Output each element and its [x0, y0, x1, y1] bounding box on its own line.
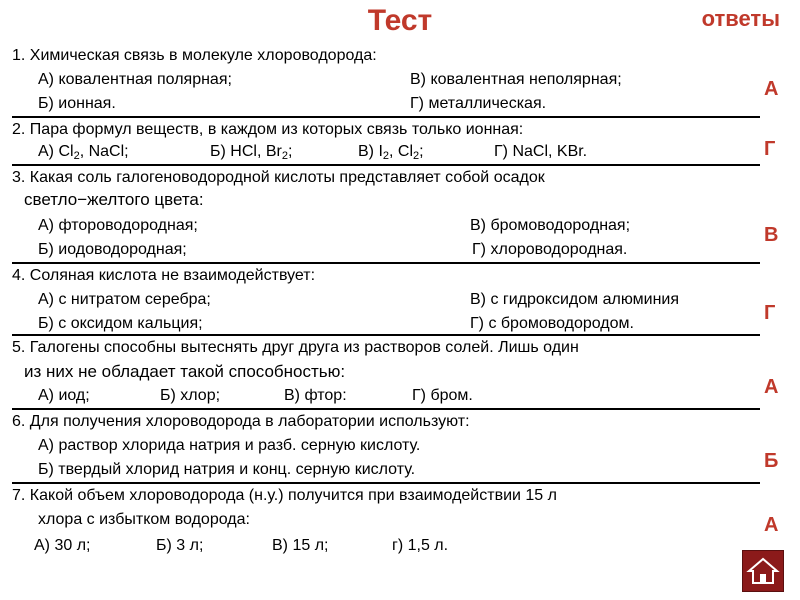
q2-option-g: Г) NaCl, KBr. [494, 143, 588, 160]
q2-option-a: А) $Cl_2$, NaCl; [38, 143, 129, 162]
q1-option-g: Г) металлическая. [410, 95, 547, 112]
question-4-text: 4. Соляная кислота не взаимодействует: [12, 267, 316, 284]
question-2-text: 2. Пара формул веществ, в каждом из которых связь только ионная: [12, 121, 524, 138]
question-7-text: 7. Какой объем хлороводорода (н.у.) получится при взаимодействии 15 л [12, 487, 557, 504]
question-5-text: 5. Галогены способны вытеснять друг друга из растворов солей. Лишь один [12, 339, 579, 356]
q5-option-b: Б) хлор; [160, 387, 221, 404]
q3-option-a: А) фтороводородная; [38, 217, 198, 234]
q3-option-v: В) бромоводородная; [470, 217, 631, 234]
q5-option-a: А) иод; [38, 387, 90, 404]
q7-option-b: Б) 3 л; [156, 537, 204, 554]
q5-option-g: Г) бром. [412, 387, 473, 404]
q1-option-b: Б) ионная. [38, 95, 116, 112]
q5-option-v: В) фтор: [284, 387, 347, 404]
home-button[interactable] [742, 550, 784, 592]
q2-answer: Г [764, 138, 776, 160]
divider [12, 408, 760, 410]
divider [12, 262, 760, 264]
q5-answer: А [764, 376, 779, 398]
home-icon [743, 551, 783, 591]
page-title: Тест [367, 4, 433, 37]
q1-answer: А [764, 78, 779, 100]
q6-answer: Б [764, 450, 779, 472]
q4-option-v: В) с гидроксидом алюминия [470, 291, 680, 308]
q7-answer: А [764, 514, 779, 536]
q4-option-g: Г) с бромоводородом. [470, 315, 634, 332]
q1-option-a: А) ковалентная полярная; [38, 71, 232, 88]
question-5-text-cont: из них не обладает такой способностью: [24, 362, 346, 381]
q4-option-b: Б) с оксидом кальция; [38, 315, 203, 332]
divider [12, 482, 760, 484]
q4-answer: Г [764, 302, 776, 324]
q4-option-a: А) с нитратом серебра; [38, 291, 211, 308]
q6-option-b: Б) твердый хлорид натрия и конц. серную кислоту. [38, 461, 416, 478]
question-3-text-cont: светло−желтого цвета: [24, 190, 204, 209]
q3-option-b: Б) иодоводородная; [38, 241, 187, 258]
question-7-text-cont: хлора с избытком водорода: [38, 511, 250, 528]
q7-option-a: А) 30 л; [34, 537, 91, 554]
q1-option-v: В) ковалентная неполярная; [410, 71, 622, 88]
question-6-text: 6. Для получения хлороводорода в лаборатории используют: [12, 413, 470, 430]
q7-option-g: г) 1,5 л. [392, 537, 449, 554]
question-1-text: 1. Химическая связь в молекуле хлороводорода: [12, 47, 377, 64]
divider [12, 164, 760, 166]
answers-link[interactable]: ответы [701, 6, 780, 31]
q6-option-a: А) раствор хлорида натрия и разб. серную кислоту. [38, 437, 421, 454]
q3-answer: В [764, 224, 779, 246]
q2-option-b: Б) HCl, $Br_2$; [210, 143, 293, 162]
q7-option-v: В) 15 л; [272, 537, 329, 554]
q3-option-g: Г) хлороводородная. [472, 241, 628, 258]
divider [12, 334, 760, 336]
question-3-text: 3. Какая соль галогеноводородной кислоты представляет собой осадок [12, 169, 545, 186]
divider [12, 116, 760, 118]
q2-option-v: В) $I_2$, $Cl_2$; [358, 143, 424, 162]
